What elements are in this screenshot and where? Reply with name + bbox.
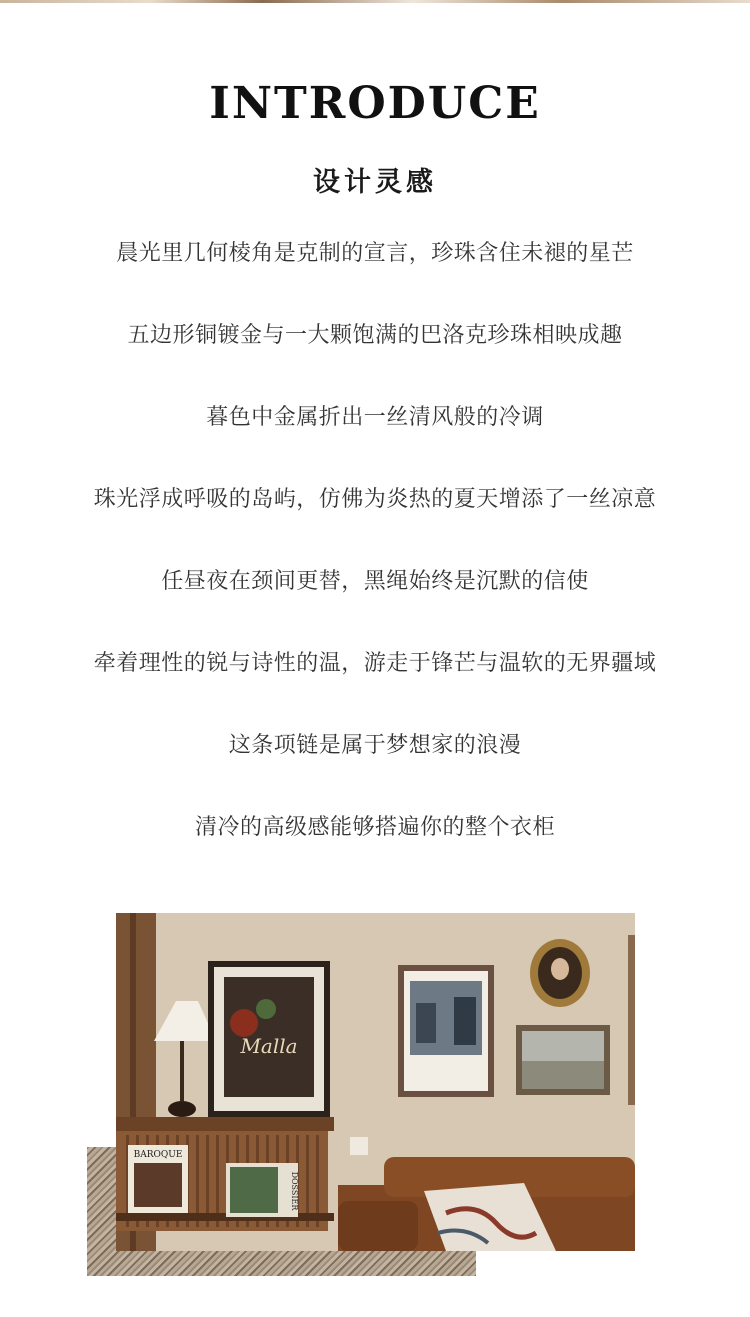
page-title: INTRODUCE (209, 78, 541, 129)
text-line-6: 牵着理性的锐与诗性的温，游走于锋芒与温软的无界疆域 (93, 651, 657, 676)
interior-scene (116, 913, 635, 1251)
svg-text:DOSSIER: DOSSIER (290, 1171, 299, 1211)
text-line-1: 晨光里几何棱角是克制的宣言，珍珠含住未褪的星芒 (116, 241, 634, 266)
text-line-7: 这条项链是属于梦想家的浪漫 (228, 733, 522, 758)
wall-outlet (350, 1137, 368, 1155)
svg-text:BAROQUE: BAROQUE (133, 1150, 183, 1160)
sideboard-top (116, 1117, 334, 1131)
top-decorative-strip (0, 0, 750, 3)
text-line-3: 暮色中金属折出一丝清风般的冷调 (206, 405, 544, 430)
text-line-8: 清冷的高级感能够搭遍你的整个衣柜 (194, 815, 555, 840)
interior-photo (116, 913, 635, 1251)
page-subtitle: 设计灵感 (313, 167, 437, 198)
inspiration-text-block (0, 236, 750, 892)
text-line-5: 任昼夜在颈间更替，黑绳始终是沉默的信使 (161, 569, 589, 594)
poster-text: Malla (240, 1034, 298, 1058)
text-line-4: 珠光浮成呼吸的岛屿，仿佛为炎热的夏天增添了一丝凉意 (93, 487, 657, 512)
text-line-2: 五边形铜镀金与一大颗饱满的巴洛克珍珠相映成趣 (127, 323, 623, 348)
